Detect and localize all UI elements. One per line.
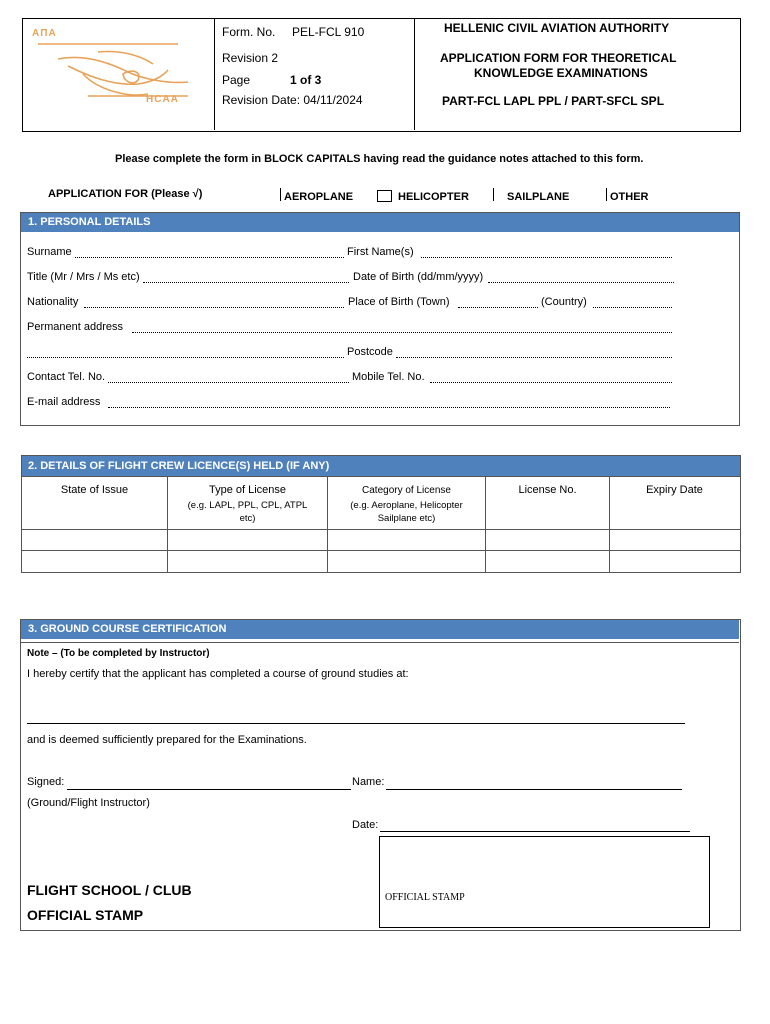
postcode-input[interactable] [396,357,672,358]
date-input[interactable] [380,831,690,832]
mobile-input[interactable] [430,382,672,383]
ground-school-input[interactable] [27,723,685,724]
col-type-of-license: Type of License [208,484,287,496]
nationality-label: Nationality [27,296,79,308]
hcaa-logo [28,24,206,110]
col-expiry-date: Expiry Date [646,484,703,496]
form-no-value: PEL-FCL 910 [292,25,365,39]
pob-input[interactable] [458,307,538,308]
section1-title: 1. PERSONAL DETAILS [28,216,151,228]
logo-latin-text: HCAA [146,94,179,105]
flight-school-heading: FLIGHT SCHOOL / CLUB [27,882,192,898]
first-names-input[interactable] [421,257,672,258]
licence-row-1[interactable] [22,531,739,549]
signed-input[interactable] [67,789,351,790]
option-other: OTHER [610,191,649,203]
certify-text: I hereby certify that the applicant has completed a course of ground studies at: [27,668,409,680]
licence-row-2[interactable] [22,552,739,571]
dob-label: Date of Birth (dd/mm/yyyy) [353,271,484,283]
email-label: E-mail address [27,396,101,408]
col-type-sub-2: etc) [239,513,256,524]
deemed-text: and is deemed sufficiently prepared for the Examinations. [27,734,307,746]
page-label: Page [222,73,251,87]
col-state-of-issue: State of Issue [60,484,129,496]
part-fcl: PART-FCL LAPL PPL / PART-SFCL SPL [442,94,665,108]
application-for-label: APPLICATION FOR (Please √) [48,188,203,200]
date-label: Date: [352,819,379,831]
section1-header [21,213,739,232]
checkbox-sailplane[interactable] [493,188,494,201]
page-value: 1 of 3 [290,73,322,87]
logo-greek-text: ΑΠΑ [32,28,57,39]
dob-input[interactable] [488,282,674,283]
section2-header [21,455,741,477]
instructor-label: (Ground/Flight Instructor) [27,797,150,809]
col-category-sub-2: Sailplane etc) [377,513,436,524]
contact-label: Contact Tel. No. [27,371,106,383]
signed-label: Signed: [27,776,65,788]
surname-input[interactable] [75,257,344,258]
name-label: Name: [352,776,385,788]
address-input-1[interactable] [132,332,672,333]
row-sep-2 [21,550,740,551]
option-sailplane: SAILPLANE [507,191,570,203]
col-category-sub-1: (e.g. Aeroplane, Helicopter [350,500,463,511]
address-input-2[interactable] [27,357,344,358]
col-license-no: License No. [518,484,577,496]
revision-date: Revision Date: 04/11/2024 [222,93,363,107]
col-category-of-license: Category of License [362,485,451,496]
instructor-note: Note – (To be completed by Instructor) [27,648,210,659]
surname-label: Surname [27,246,72,258]
title-label: Title (Mr / Mrs / Ms etc) [27,271,140,283]
first-names-label: First Name(s) [347,246,414,258]
section3-title: 3. GROUND COURSE CERTIFICATION [28,623,227,635]
official-stamp-text: OFFICIAL STAMP [385,892,465,903]
header-divider-2 [414,18,415,130]
country-label: (Country) [541,296,587,308]
nationality-input[interactable] [84,307,344,308]
section3-header [21,620,739,639]
row-sep-1 [21,529,740,530]
form-no-label: Form. No. [222,25,276,39]
header-cell-category [328,484,485,525]
form-title-2: KNOWLEDGE EXAMINATIONS [474,66,648,80]
authority-title: HELLENIC CIVIL AVIATION AUTHORITY [444,21,670,35]
revision: Revision 2 [222,51,279,65]
flight-school-stamp-heading: OFFICIAL STAMP [27,907,144,923]
checkbox-helicopter[interactable] [377,190,392,202]
section2-title: 2. DETAILS OF FLIGHT CREW LICENCE(S) HELD (IF ANY) [28,460,330,472]
form-title-1: APPLICATION FORM FOR THEORETICAL [440,51,677,65]
section1-box [20,212,740,426]
col-type-sub-1: (e.g. LAPL, PPL, CPL, ATPL [187,500,308,511]
header-cell-state [22,484,167,496]
mobile-label: Mobile Tel. No. [352,371,425,383]
header-cell-type [168,484,327,525]
checkbox-aeroplane[interactable] [280,188,281,201]
header-cell-number [486,484,609,496]
section3-header-rule [21,642,739,643]
option-helicopter: HELICOPTER [398,191,469,203]
option-aeroplane: AEROPLANE [284,191,354,203]
checkbox-other[interactable] [606,188,607,201]
email-input[interactable] [108,407,670,408]
pob-label: Place of Birth (Town) [348,296,450,308]
contact-input[interactable] [108,382,349,383]
name-input[interactable] [386,789,682,790]
instructions: Please complete the form in BLOCK CAPITALS having read the guidance notes attached to this form. [115,153,644,165]
postcode-label: Postcode [347,346,393,358]
header-divider-1 [214,18,215,130]
title-input[interactable] [143,282,349,283]
official-stamp-box[interactable] [379,836,710,928]
header-cell-expiry [610,484,739,496]
address-label: Permanent address [27,321,123,333]
country-input[interactable] [593,307,672,308]
